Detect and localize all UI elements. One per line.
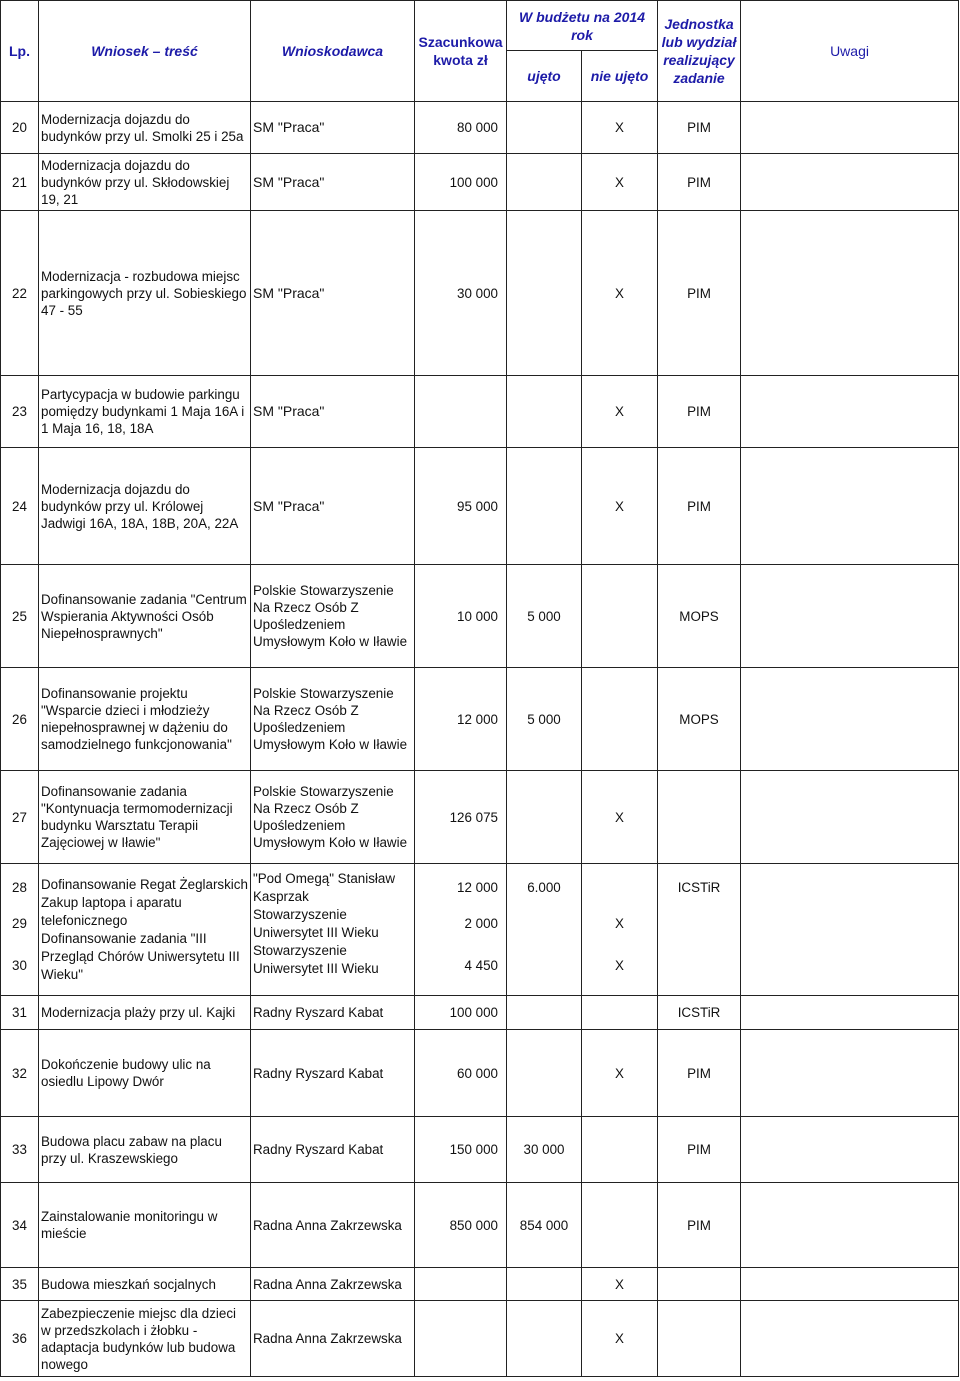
row-uwagi [741,102,959,154]
row-wnioskodawca: "Pod Omegą" Stanisław Kasprzak [253,870,395,904]
row-jednostka: PIM [658,448,741,565]
row-tresc: Dofinansowanie zadania "Centrum Wspierania Aktywności Osób Niepełnosprawnych" [39,565,251,668]
row-tresc: Budowa placu zabaw na placu przy ul. Kraszewskiego [39,1117,251,1183]
row-kwota: 100 000 [415,154,507,211]
row-jednostka: ICSTiR [677,879,721,895]
row-ujeto [507,211,582,376]
row-uwagi [741,1183,959,1268]
row-jednostka [660,942,738,990]
table-row [1,771,959,864]
row-wnioskodawca: SM "Praca" [251,102,415,154]
row-wnioskodawca: SM "Praca" [251,376,415,448]
row-jednostka [660,906,738,942]
row-wnioskodawca: SM "Praca" [251,448,415,565]
row-wnioskodawca: Radny Ryszard Kabat [251,1030,415,1117]
row-ujeto: 5 000 [507,565,582,668]
row-tresc-stack [39,864,251,996]
row-nie-ujeto: X [615,915,624,931]
row-jednostka: MOPS [658,668,741,771]
row-uwagi [741,668,959,771]
row-kwota: 850 000 [415,1183,507,1268]
row-kwota: 12 000 [457,879,498,895]
row-uwagi [741,996,959,1030]
header-kwota: Szacunkowa kwota zł [415,1,507,102]
row-kwota: 80 000 [415,102,507,154]
header-nie-ujeto: nie ujęto [582,51,658,102]
table-row [1,448,959,565]
row-uwagi [741,1268,959,1301]
row-tresc: Dokończenie budowy ulic na osiedlu Lipowy Dwór [39,1030,251,1117]
row-jednostka: MOPS [658,565,741,668]
row-nie-ujeto-stack [582,864,658,996]
row-uwagi [741,771,959,864]
row-jednostka [658,771,741,864]
row-nie-ujeto: X [582,1268,658,1301]
row-ujeto: 854 000 [507,1183,582,1268]
row-wnioskodawca: Radna Anna Zakrzewska [251,1268,415,1301]
row-lp: 33 [1,1117,39,1183]
row-lp: 36 [1,1301,39,1377]
row-lp-stack [1,864,39,996]
row-kwota: 126 075 [415,771,507,864]
row-kwota [415,376,507,448]
row-kwota: 10 000 [415,565,507,668]
row-jednostka-stack [658,864,741,996]
row-ujeto [507,1030,582,1117]
row-tresc: Dofinansowanie zadania "III Przegląd Chórów Uniwersytetu III Wieku" [41,930,240,982]
row-tresc: Dofinansowanie zadania "Kontynuacja termomodernizacji budynku Warsztatu Terapii Zajęciowej w Iławie" [39,771,251,864]
row-uwagi [741,1301,959,1377]
row-kwota: 150 000 [415,1117,507,1183]
row-wnioskodawca: Radny Ryszard Kabat [251,1117,415,1183]
table-row [1,1268,959,1301]
row-nie-ujeto [584,870,655,906]
row-lp: 23 [1,376,39,448]
row-lp: 26 [1,668,39,771]
row-kwota: 95 000 [415,448,507,565]
row-nie-ujeto [582,996,658,1030]
row-ujeto [507,154,582,211]
row-kwota [415,1301,507,1377]
row-wnioskodawca: SM "Praca" [251,211,415,376]
row-lp: 27 [1,771,39,864]
table-row [1,996,959,1030]
row-jednostka: PIM [658,1183,741,1268]
row-tresc: Partycypacja w budowie parkingu pomiędzy budynkami 1 Maja 16A i 1 Maja 16, 18, 18A [39,376,251,448]
row-tresc: Modernizacja dojazdu do budynków przy ul. Smolki 25 i 25a [39,102,251,154]
row-tresc: Zainstalowanie monitoringu w mieście [39,1183,251,1268]
row-lp: 22 [1,211,39,376]
row-ujeto [507,448,582,565]
row-jednostka [658,1268,741,1301]
row-lp: 21 [1,154,39,211]
row-kwota: 60 000 [415,1030,507,1117]
row-uwagi [741,565,959,668]
row-jednostka: PIM [658,1117,741,1183]
row-nie-ujeto: X [582,376,658,448]
row-jednostka: PIM [658,376,741,448]
table-row [1,565,959,668]
row-uwagi [741,1030,959,1117]
row-jednostka: PIM [658,154,741,211]
row-uwagi [741,211,959,376]
row-tresc: Modernizacja plaży przy ul. Kajki [39,996,251,1030]
row-ujeto: 6.000 [527,879,561,895]
row-nie-ujeto [582,565,658,668]
row-tresc: Zabezpieczenie miejsc dla dzieci w przedszkolach i żłobku - adaptacja budynków lub budowa nowego [39,1301,251,1377]
row-wnioskodawca: Stowarzyszenie Uniwersytet III Wieku [253,906,379,940]
header-tresc: Wniosek – treść [39,1,251,102]
row-lp: 25 [1,565,39,668]
row-ujeto: 30 000 [507,1117,582,1183]
row-jednostka [658,1301,741,1377]
row-kwota-stack [415,864,507,996]
row-kwota: 2 000 [464,915,498,931]
row-lp: 20 [1,102,39,154]
row-lp: 29 [12,915,27,931]
row-nie-ujeto: X [582,1030,658,1117]
header-ujeto: ujęto [507,51,582,102]
row-ujeto [509,942,579,990]
row-tresc: Zakup laptopa i aparatu telefonicznego [41,894,182,928]
row-tresc: Modernizacja - rozbudowa miejsc parkingowych przy ul. Sobieskiego 47 - 55 [39,211,251,376]
row-lp: 24 [1,448,39,565]
row-tresc: Dofinansowanie Regat Żeglarskich [41,876,248,892]
row-lp: 31 [1,996,39,1030]
row-kwota: 30 000 [415,211,507,376]
row-jednostka: PIM [658,102,741,154]
row-jednostka: ICSTiR [658,996,741,1030]
row-lp: 35 [1,1268,39,1301]
row-tresc: Budowa mieszkań socjalnych [39,1268,251,1301]
table-row [1,1183,959,1268]
header-jednostka: Jednostka lub wydział realizujący zadanie [658,1,741,102]
row-lp: 34 [1,1183,39,1268]
table-row [1,376,959,448]
row-tresc: Modernizacja dojazdu do budynków przy ul. Królowej Jadwigi 16A, 18A, 18B, 20A, 22A [39,448,251,565]
table-row-stacked [1,864,959,996]
row-lp: 32 [1,1030,39,1117]
row-nie-ujeto [582,1183,658,1268]
table-row [1,154,959,211]
row-wnioskodawca: Stowarzyszenie Uniwersytet III Wieku [253,942,379,976]
row-wnioskodawca: Radny Ryszard Kabat [251,996,415,1030]
row-lp: 28 [12,879,27,895]
table-row [1,1030,959,1117]
row-nie-ujeto: X [582,102,658,154]
row-ujeto [507,102,582,154]
header-lp: Lp. [1,1,39,102]
row-ujeto-stack [507,864,582,996]
table-row [1,1117,959,1183]
row-nie-ujeto [582,668,658,771]
row-wnioskodawca-stack [251,864,415,996]
header-uwagi: Uwagi [741,1,959,102]
table-body [1,102,959,1377]
row-kwota: 100 000 [415,996,507,1030]
row-nie-ujeto: X [582,448,658,565]
header-row-top [1,1,959,51]
row-kwota: 12 000 [415,668,507,771]
row-nie-ujeto: X [582,154,658,211]
row-wnioskodawca: Polskie Stowarzyszenie Na Rzecz Osób Z Upośledzeniem Umysłowym Koło w Iławie [251,565,415,668]
row-lp: 30 [12,957,27,973]
table-row [1,211,959,376]
table-row [1,102,959,154]
row-wnioskodawca: Polskie Stowarzyszenie Na Rzecz Osób Z Upośledzeniem Umysłowym Koło w Iławie [251,668,415,771]
row-jednostka: PIM [658,211,741,376]
row-wnioskodawca: Radna Anna Zakrzewska [251,1183,415,1268]
row-uwagi [741,154,959,211]
table-row [1,1301,959,1377]
row-ujeto [507,1268,582,1301]
row-ujeto: 5 000 [507,668,582,771]
row-jednostka: PIM [658,1030,741,1117]
row-kwota: 4 450 [464,957,498,973]
table-row [1,668,959,771]
row-ujeto [507,996,582,1030]
row-ujeto [509,906,579,942]
row-nie-ujeto: X [582,771,658,864]
row-nie-ujeto: X [615,957,624,973]
row-nie-ujeto [582,1117,658,1183]
row-uwagi [741,864,959,996]
row-wnioskodawca: Polskie Stowarzyszenie Na Rzecz Osób Z Upośledzeniem Umysłowym Koło w Iławie [251,771,415,864]
row-ujeto [507,771,582,864]
row-ujeto [507,376,582,448]
row-uwagi [741,376,959,448]
row-tresc: Modernizacja dojazdu do budynków przy ul. Skłodowskiej 19, 21 [39,154,251,211]
row-uwagi [741,448,959,565]
row-wnioskodawca: Radna Anna Zakrzewska [251,1301,415,1377]
row-kwota [415,1268,507,1301]
row-ujeto [507,1301,582,1377]
header-budzet: W budżetu na 2014 rok [507,1,658,51]
row-nie-ujeto: X [582,1301,658,1377]
row-nie-ujeto: X [582,211,658,376]
row-tresc: Dofinansowanie projektu "Wsparcie dzieci i młodzieży niepełnosprawnej w dążeniu do samodzielnego funkcjonowania" [39,668,251,771]
row-wnioskodawca: SM "Praca" [251,154,415,211]
header-wnioskodawca: Wnioskodawca [251,1,415,102]
row-uwagi [741,1117,959,1183]
